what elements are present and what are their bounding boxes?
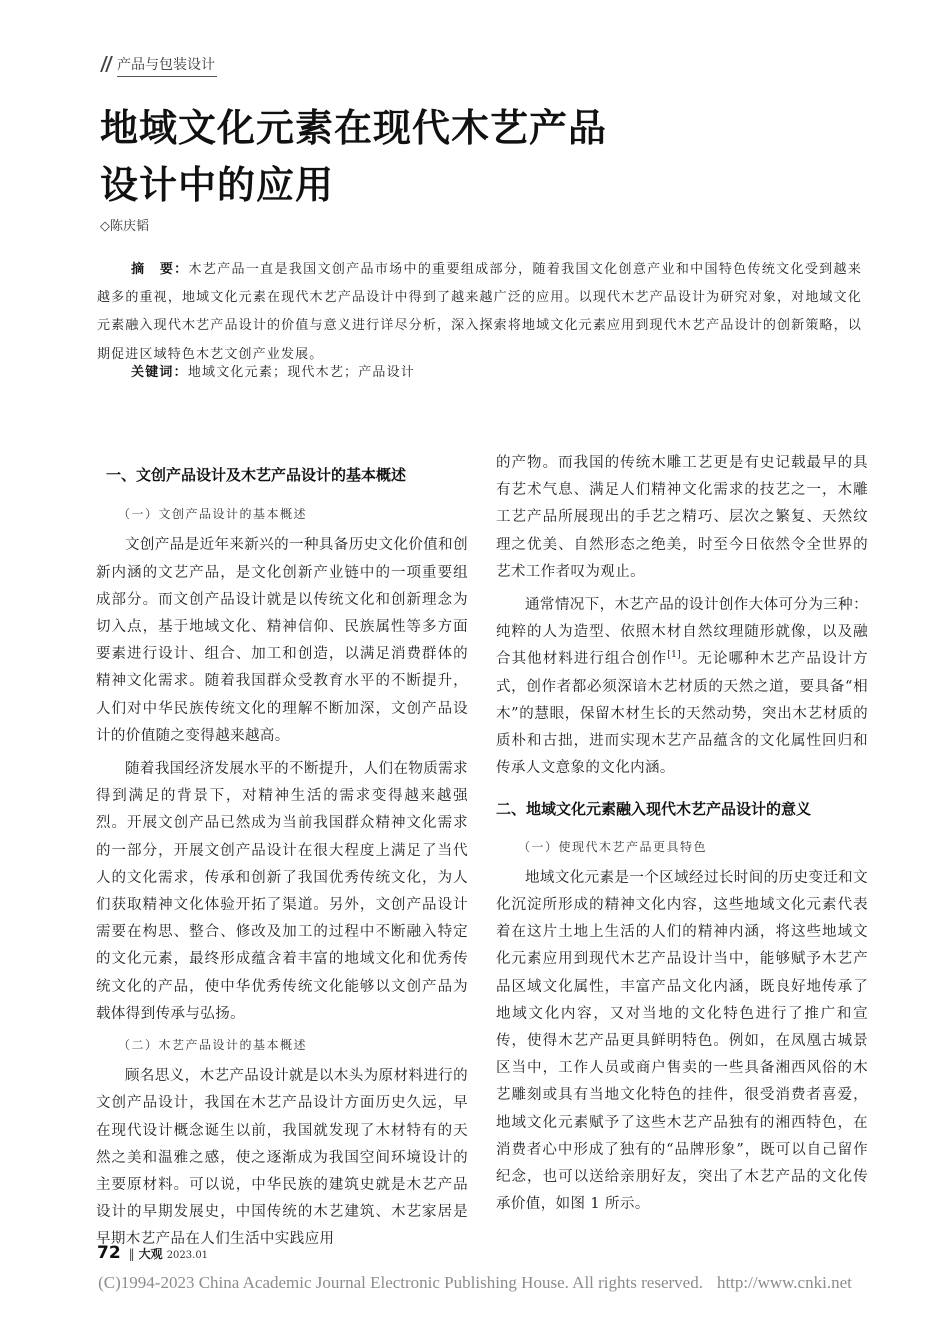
abstract-text: 木艺产品一直是我国文创产品市场中的重要组成部分，随着我国文化创意产业和中国特色传统文化受到越来越多的重视，地域文化元素在现代木艺产品设计中得到了越来越广泛的应用。以现代木艺产品设计为研究对象，对地域文化元素融入现代木艺产品设计的价值与意义进行详尽分析，深入探索将地域文化元素应用到现代木艺产品设计的创新策略，以期促进区域特色木艺文创产业发展。 [97, 262, 862, 362]
paragraph: 随着我国经济发展水平的不断提升，人们在物质需求得到满足的背景下，对精神生活的需求变得越来越强烈。开展文创产品已然成为当前我国群众精神文化需求的一部分，开展文创产品设计在很大程度上满足了当代人的文化需求，传承和创新了我国优秀传统文化，为人们获取精神文化体验开拓了渠道。另外，文创产品设计需要在构思、整合、修改及加工的过程中不断融入特定的文化元素，最终形成蕴含着丰富的地域文化和优秀传统文化的产品，使中华优秀传统文化能够以文创产品为载体得到传承与弘扬。 [96, 761, 468, 1022]
copyright-line [0, 1270, 950, 1296]
abstract-label: 摘 要： [131, 262, 189, 277]
keywords [131, 361, 415, 385]
section-1-heading: 一、文创产品设计及木艺产品设计的基本概述 [106, 466, 407, 484]
title-line-1: 地域文化元素在现代木艺产品 [100, 106, 608, 150]
citation-ref: [1] [667, 650, 682, 661]
paragraph-text: 。无论哪种木艺产品设计方式，创作者都必须深谙木艺材质的天然之道，要具备“相木”的慧眼，保留木材生长的天然动势，突出木艺材质的质朴和古拙，进而实现木艺产品蕴含的文化属性回归和传承人文意象的文化内涵。 [496, 651, 868, 777]
double-slash-icon [103, 54, 113, 76]
copyright-notice: (C)1994-2023 China Academic Journal Electronic Publishing House. All rights reserved. [98, 1273, 703, 1292]
keywords-text: 地域文化元素；现代木艺；产品设计 [187, 365, 416, 380]
journal-name: 大观 [138, 1247, 163, 1261]
subsection-1-2-heading: （二）木艺产品设计的基本概述 [118, 1038, 308, 1053]
subsection-2-1-heading: （一）使现代木艺产品更具特色 [518, 839, 708, 854]
page-footer [97, 1243, 208, 1263]
article-title [100, 100, 800, 214]
section-tag [103, 52, 217, 78]
paragraph: 顾名思义，木艺产品设计就是以木头为原材料进行的文创产品设计，我国在木艺产品设计方面历史久远，早在现代设计概念诞生以前，我国就发现了木材特有的天然之美和温雅之感，使之逐渐成为我国空间环境设计的主要原材料。可以说，中华民族的建筑史就是木艺产品设计的早期发展史，中国传统的木艺建筑、木艺家居是早期木艺产品在人们生活中实践应用 [96, 1068, 468, 1248]
copyright-url[interactable]: http://www.cnki.net [716, 1273, 852, 1292]
left-column [96, 450, 468, 1254]
paragraph-text: 通常情况下，木艺产品的设计创作大体可分为三种：纯粹的人为造型、依照木材自然纹理随形就像，以及融合其他材料进行组合创作 [496, 597, 868, 668]
page-number: 72 [97, 1243, 121, 1263]
journal-issue: 2023.01 [166, 1250, 209, 1261]
paragraph: 文创产品是近年来新兴的一种具备历史文化价值和创新内涵的文艺产品，是文化创新产业链中的一项重要组成部分。而文创产品设计就是以传统文化和创新理念为切入点，基于地域文化、精神信仰、民族属性等多方面要素进行设计、组合、加工和创造，以满足消费群体的精神文化需求。随着我国群众受教育水平的不断提升，人们对中华民族传统文化的理解不断加深，文创产品设计的价值随之变得越来越高。 [96, 537, 468, 744]
paragraph [496, 592, 868, 782]
abstract [97, 256, 862, 369]
paragraph-continued: 的产物。而我国的传统木雕工艺更是有史记载最早的具有艺术气息、满足人们精神文化需求的技艺之一，木雕工艺产品所展现出的手艺之精巧、层次之繁复、天然纹理之优美、自然形态之绝美，时至今日依然令全世界的艺术工作者叹为观止。 [496, 455, 868, 580]
title-line-2: 设计中的应用 [100, 163, 335, 207]
author: ◇陈庆韬 [100, 219, 149, 234]
subsection-1-1-heading: （一）文创产品设计的基本概述 [118, 507, 308, 522]
right-column [496, 450, 868, 1218]
paragraph: 地域文化元素是一个区域经过长时间的历史变迁和文化沉淀所形成的精神文化内容，这些地域文化元素代表着在这片土地上生活的人们的精神内涵，将这些地域文化元素应用到现代木艺产品设计当中，能够赋予木艺产品区域文化属性，丰富产品文化内涵，既良好地传承了地域文化内容，又对当地的文化特色进行了推广和宣传，使得木艺产品更具鲜明特色。例如，在凤凰古城景区当中，工作人员或商户售卖的一些具备湘西风俗的木艺雕刻或具有当地文化特色的挂件，很受消费者喜爱，地域文化元素赋予了这些木艺产品独有的湘西特色，在消费者心中形成了独有的“品牌形象”，既可以自己留作纪念，也可以送给亲朋好友，突出了木艺产品的文化传承价值，如图 1 所示。 [496, 869, 868, 1213]
section-2-heading: 二、地域文化元素融入现代木艺产品设计的意义 [496, 800, 812, 819]
section-tag-label: 产品与包装设计 [117, 54, 217, 77]
keywords-label: 关键词： [131, 365, 188, 380]
footer-separator: ‖ [128, 1247, 135, 1261]
